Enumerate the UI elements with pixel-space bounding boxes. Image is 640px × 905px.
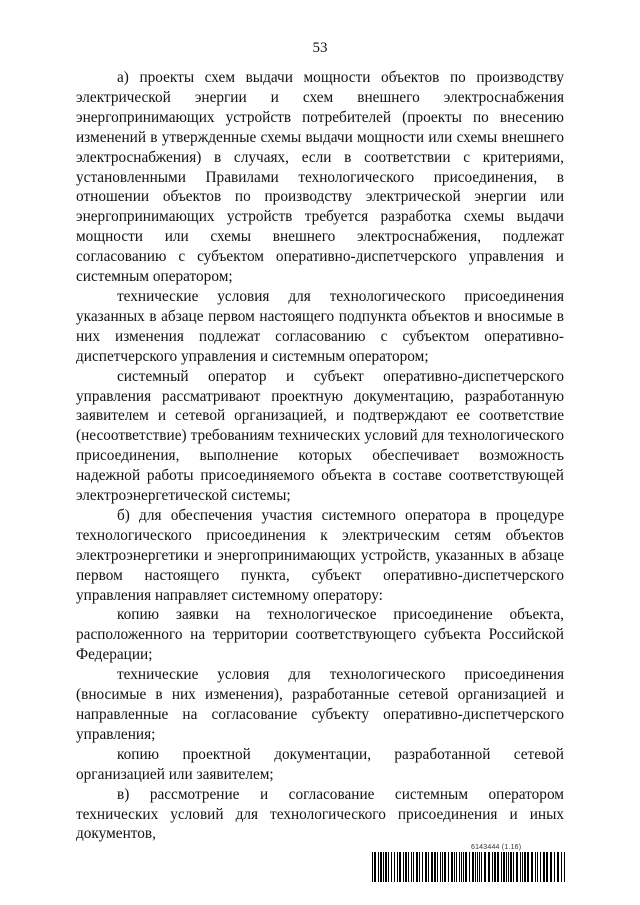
paragraph: системный оператор и субъект оперативно-диспетчерского управления рассматривают проектную документацию, разработанную заявителем и сетевой организацией, и подтверждают ее соответствие (несоответствие) требованиям технических условий для технологического присоединения, выполнение которых обеспечивает возможность надежной работы присоединяемого объекта в составе соответствующей электроэнергетической системы; [76, 367, 564, 505]
paragraph: технические условия для технологического присоединения (вносимые в них изменения), разработанные сетевой организацией и направленные на согласование субъекту оперативно-диспетчерского управления; [76, 666, 564, 743]
paragraph: технические условия для технологического присоединения указанных в абзаце первом настоящего подпункта объектов и вносимые в них изменения подлежат согласованию с субъектом оперативно-диспетчерского управления и системным оператором; [76, 287, 564, 365]
paragraph: в) рассмотрение и согласование системным оператором технических условий для технологического присоединения и иных документов, [76, 785, 564, 843]
barcode [372, 852, 568, 882]
page-number: 53 [312, 40, 328, 56]
paragraph: копию проектной документации, разработанной сетевой организацией или заявителем; [76, 745, 564, 783]
document-code: 6143444 (1.16) [471, 844, 522, 851]
paragraph: копию заявки на технологическое присоединение объекта, расположенного на территории соответствующего субъекта Российской Федерации; [76, 606, 564, 664]
document-body [76, 68, 564, 844]
paragraph: б) для обеспечения участия системного оператора в процедуре технологического присоединения к электрическим сетям объектов электроэнергетики и энергопринимающих устройств, указанных в абзаце первом настоящего пункта, субъект оперативно-диспетчерского управления направляет системному оператору: [76, 506, 564, 604]
paragraph: а) проекты схем выдачи мощности объектов по производству электрической энергии и схем внешнего электроснабжения энергопринимающих устройств потребителей (проекты по внесению изменений в утвержденные схемы выдачи мощности или схемы внешнего электроснабжения) в случаях, если в соответствии с критериями, установленными Правилами технологического присоединения, в отношении объектов по производству электрической энергии или энергопринимающих устройств требуется разработка схемы выдачи мощности или схемы внешнего электроснабжения, подлежат согласованию с субъектом оперативно-диспетчерского управления и системным оператором; [76, 69, 564, 286]
